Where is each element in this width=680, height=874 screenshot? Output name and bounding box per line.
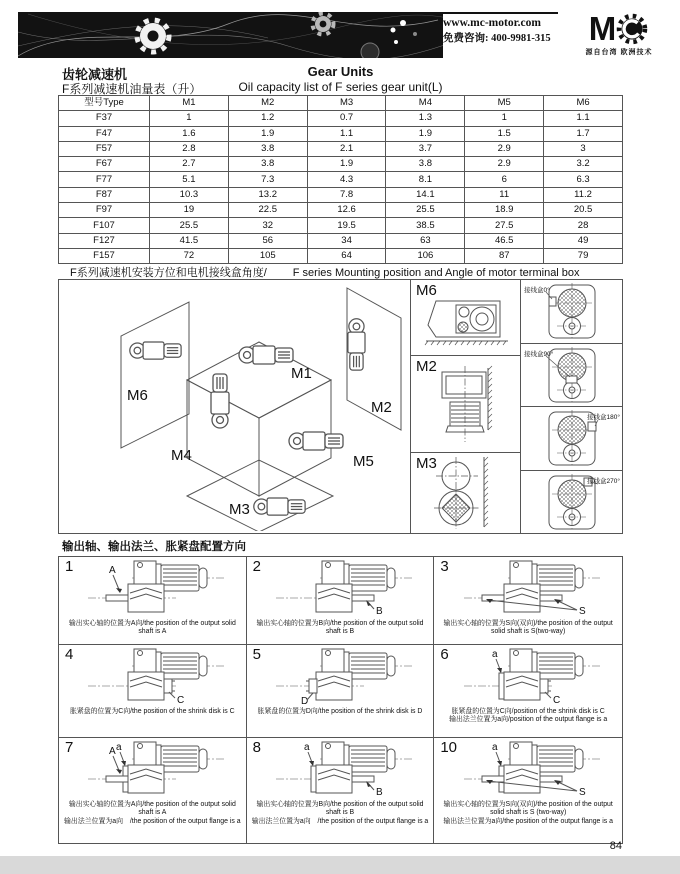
value-cell: 46.5 — [465, 233, 544, 248]
config-cell-10 — [434, 738, 622, 843]
side-view-column — [411, 280, 521, 533]
value-cell: 18.9 — [465, 203, 544, 218]
isometric-mounting-diagram — [59, 280, 411, 533]
mounting-section-heading — [70, 264, 625, 280]
config-caption: 输出实心轴的位置为B向/the position of the output solid shaft is B — [256, 620, 424, 636]
config-caption: 输出实心轴的位置为A向/the position of the output solid shaft is A — [68, 620, 236, 636]
value-cell: 14.1 — [386, 187, 465, 202]
terminal-box-view-0 — [521, 280, 622, 344]
value-cell: 5.1 — [150, 172, 229, 187]
gear-c-logo-icon — [615, 12, 649, 46]
value-cell: 8.1 — [386, 172, 465, 187]
gear-motor-drawing — [76, 646, 228, 708]
value-cell: 2.7 — [150, 157, 229, 172]
value-cell: 7.8 — [307, 187, 386, 202]
terminal-box-view-270 — [521, 471, 622, 534]
svg-text:a: a — [116, 742, 122, 753]
side-view-m3 — [411, 453, 520, 533]
value-cell: 3.8 — [386, 157, 465, 172]
config-caption: 输出法兰位置为a向 /the position of the output flange is a — [251, 817, 429, 825]
value-cell: 1.9 — [307, 157, 386, 172]
config-caption: 输出实心轴的位置为S向(双向)/the position of the output solid shaft is S(two-way) — [443, 620, 613, 636]
table-row — [59, 141, 623, 156]
gear-motor-drawing — [264, 739, 416, 801]
logo-tagline: 源自台湾 欧洲技术 — [585, 49, 653, 56]
terminal-box-view-90 — [521, 344, 622, 408]
type-cell: F67 — [59, 157, 150, 172]
type-cell: F77 — [59, 172, 150, 187]
svg-text:C: C — [177, 695, 185, 706]
config-caption: 输出实心轴的位置为B向/the position of the output solid shaft is B — [256, 801, 424, 817]
type-cell: F37 — [59, 111, 150, 126]
config-caption: 输出法兰位置为a向/the position of the output flange is a — [443, 817, 613, 825]
config-cell-3 — [434, 557, 622, 645]
value-cell: 2.1 — [307, 141, 386, 156]
value-cell: 105 — [228, 248, 307, 263]
value-cell: 1.1 — [307, 126, 386, 141]
value-cell: 27.5 — [465, 218, 544, 233]
value-cell: 3.8 — [228, 157, 307, 172]
svg-text:D: D — [300, 696, 309, 707]
value-cell: 49 — [544, 233, 623, 248]
value-cell: 34 — [307, 233, 386, 248]
contact-info — [443, 14, 558, 58]
column-header: M4 — [386, 96, 465, 111]
type-cell: F157 — [59, 248, 150, 263]
value-cell: 32 — [228, 218, 307, 233]
svg-text:A: A — [109, 746, 116, 757]
page-number: 84 — [609, 840, 622, 852]
config-cell-number: 1 — [65, 558, 74, 575]
config-cell-number: 5 — [252, 646, 261, 663]
svg-text:接线盒270°: 接线盒270° — [586, 477, 620, 485]
config-cell-2 — [247, 557, 435, 645]
type-cell: F127 — [59, 233, 150, 248]
svg-text:B: B — [375, 606, 383, 617]
side-view-label: M2 — [416, 358, 437, 375]
column-header: M1 — [150, 96, 229, 111]
value-cell: 7.3 — [228, 172, 307, 187]
config-caption: 输出实心轴的位置为A向/the position of the output solid shaft is A — [68, 801, 236, 817]
value-cell: 38.5 — [386, 218, 465, 233]
value-cell: 41.5 — [150, 233, 229, 248]
value-cell: 63 — [386, 233, 465, 248]
table-title-cn: F系列减速机油量表（升） — [62, 82, 202, 96]
table-row — [59, 203, 623, 218]
value-cell: 13.2 — [228, 187, 307, 202]
type-cell: F87 — [59, 187, 150, 202]
svg-text:接线盒90°: 接线盒90° — [523, 350, 553, 358]
table-row — [59, 248, 623, 263]
svg-text:a: a — [492, 649, 498, 660]
type-cell: F97 — [59, 203, 150, 218]
type-cell: F57 — [59, 141, 150, 156]
value-cell: 11 — [465, 187, 544, 202]
table-row — [59, 157, 623, 172]
iso-label-m3: M3 — [229, 501, 250, 518]
config-caption: 输出实心轴的位置为S向(双向)/the position of the output solid shaft is S (two-way) — [443, 801, 613, 817]
value-cell: 1.1 — [544, 111, 623, 126]
oil-capacity-table — [58, 95, 623, 264]
value-cell: 4.3 — [307, 172, 386, 187]
value-cell: 1 — [150, 111, 229, 126]
value-cell: 2.8 — [150, 141, 229, 156]
config-cell-6 — [434, 645, 622, 738]
page-title-en: Gear Units — [307, 64, 374, 79]
svg-text:a: a — [492, 742, 498, 753]
config-cell-number: 4 — [65, 646, 74, 663]
gear-motor-drawing — [452, 558, 604, 620]
page-title-cn: 齿轮减速机 — [62, 67, 128, 82]
footer-bar — [0, 856, 680, 874]
mounting-heading-en: F series Mounting position and Angle of motor terminal box — [292, 267, 580, 279]
config-cell-number: 8 — [252, 739, 261, 756]
side-view-label: M6 — [416, 282, 437, 299]
table-title-en: Oil capacity list of F series gear unit(L) — [238, 80, 443, 94]
value-cell: 64 — [307, 248, 386, 263]
config-cell-number: 6 — [440, 646, 449, 663]
iso-label-m2: M2 — [371, 399, 392, 416]
iso-label-m5: M5 — [353, 453, 374, 470]
value-cell: 79 — [544, 248, 623, 263]
mounting-position-panel — [58, 279, 623, 534]
gear-motor-drawing — [452, 646, 604, 708]
value-cell: 56 — [228, 233, 307, 248]
value-cell: 28 — [544, 218, 623, 233]
value-cell: 2.9 — [465, 157, 544, 172]
config-caption: 输出法兰位置为a向 /the position of the output flange is a — [64, 817, 241, 825]
svg-text:B: B — [375, 787, 383, 798]
value-cell: 11.2 — [544, 187, 623, 202]
hotline-number: 免费咨询: 400-9981-315 — [443, 32, 551, 44]
value-cell: 1.7 — [544, 126, 623, 141]
value-cell: 87 — [465, 248, 544, 263]
config-caption: 输出法兰位置为a向/position of the output flange is a — [449, 716, 608, 724]
logo-letter-m: M — [588, 10, 615, 47]
value-cell: 25.5 — [150, 218, 229, 233]
config-cell-1 — [59, 557, 247, 645]
side-view-m2 — [411, 356, 520, 453]
svg-text:a: a — [303, 742, 310, 753]
value-cell: 0.7 — [307, 111, 386, 126]
value-cell: 106 — [386, 248, 465, 263]
gear-motor-drawing — [76, 739, 228, 801]
value-cell: 1.3 — [386, 111, 465, 126]
brand-logo — [566, 12, 672, 60]
table-row — [59, 218, 623, 233]
website-url: www.mc-motor.com — [443, 17, 541, 29]
value-cell: 10.3 — [150, 187, 229, 202]
config-cell-number: 7 — [65, 739, 74, 756]
config-cell-number: 10 — [440, 739, 458, 756]
value-cell: 3.7 — [386, 141, 465, 156]
svg-text:C: C — [553, 695, 561, 706]
value-cell: 1.9 — [386, 126, 465, 141]
config-caption: 胀紧盘的位置为C向/position of the shrink disk is C — [451, 708, 605, 715]
iso-label-m6: M6 — [127, 387, 148, 404]
table-row — [59, 126, 623, 141]
config-caption: 胀紧盘的位置为C向/the position of the shrink disk is C — [69, 708, 235, 715]
table-row — [59, 233, 623, 248]
value-cell: 1.2 — [228, 111, 307, 126]
column-header: M5 — [465, 96, 544, 111]
value-cell: 22.5 — [228, 203, 307, 218]
value-cell: 3 — [544, 141, 623, 156]
value-cell: 3.2 — [544, 157, 623, 172]
type-cell: F47 — [59, 126, 150, 141]
iso-label-m4: M4 — [171, 447, 192, 464]
value-cell: 1.5 — [465, 126, 544, 141]
m2-drawing — [420, 364, 512, 444]
value-cell: 6.3 — [544, 172, 623, 187]
svg-text:接线盒180°: 接线盒180° — [586, 414, 620, 422]
config-cell-number: 3 — [440, 558, 449, 575]
value-cell: 1.6 — [150, 126, 229, 141]
column-header: 型号Type — [59, 96, 150, 111]
config-caption: 胀紧盘的位置为D向/the position of the shrink disk is D — [257, 708, 423, 715]
config-section-heading: 输出轴、输出法兰、胀紧盘配置方向 — [62, 541, 246, 553]
output-config-grid — [58, 556, 623, 844]
config-cell-5 — [247, 645, 435, 738]
svg-text:S: S — [579, 787, 586, 798]
gear-motor-drawing — [76, 558, 228, 620]
value-cell: 19 — [150, 203, 229, 218]
column-header: M6 — [544, 96, 623, 111]
value-cell: 1.9 — [228, 126, 307, 141]
value-cell: 20.5 — [544, 203, 623, 218]
column-header: M3 — [307, 96, 386, 111]
terminal-box-view-180 — [521, 407, 622, 471]
gear-motor-drawing — [264, 558, 416, 620]
column-header: M2 — [228, 96, 307, 111]
gear-motor-drawing — [452, 739, 604, 801]
table-row — [59, 172, 623, 187]
svg-text:S: S — [579, 606, 586, 617]
table-row — [59, 111, 623, 126]
side-view-m6 — [411, 280, 520, 356]
value-cell: 1 — [465, 111, 544, 126]
value-cell: 6 — [465, 172, 544, 187]
svg-text:接线盒0°: 接线盒0° — [523, 287, 550, 295]
value-cell: 72 — [150, 248, 229, 263]
table-row — [59, 187, 623, 202]
svg-text:A: A — [109, 565, 116, 576]
value-cell: 2.9 — [465, 141, 544, 156]
terminal-box-column — [521, 280, 622, 533]
type-cell: F107 — [59, 218, 150, 233]
oil-table-body — [59, 111, 623, 264]
value-cell: 19.5 — [307, 218, 386, 233]
mounting-heading-cn: F系列减速机安装方位和电机接线盒角度/ — [70, 267, 267, 279]
value-cell: 3.8 — [228, 141, 307, 156]
config-cell-8 — [247, 738, 435, 843]
value-cell: 25.5 — [386, 203, 465, 218]
config-cell-number: 2 — [252, 558, 261, 575]
gear-motor-drawing — [264, 646, 416, 708]
table-header-row — [59, 96, 623, 111]
iso-label-m1: M1 — [291, 365, 312, 382]
config-cell-7 — [59, 738, 247, 843]
config-cell-4 — [59, 645, 247, 738]
value-cell: 12.6 — [307, 203, 386, 218]
side-view-label: M3 — [416, 455, 437, 472]
